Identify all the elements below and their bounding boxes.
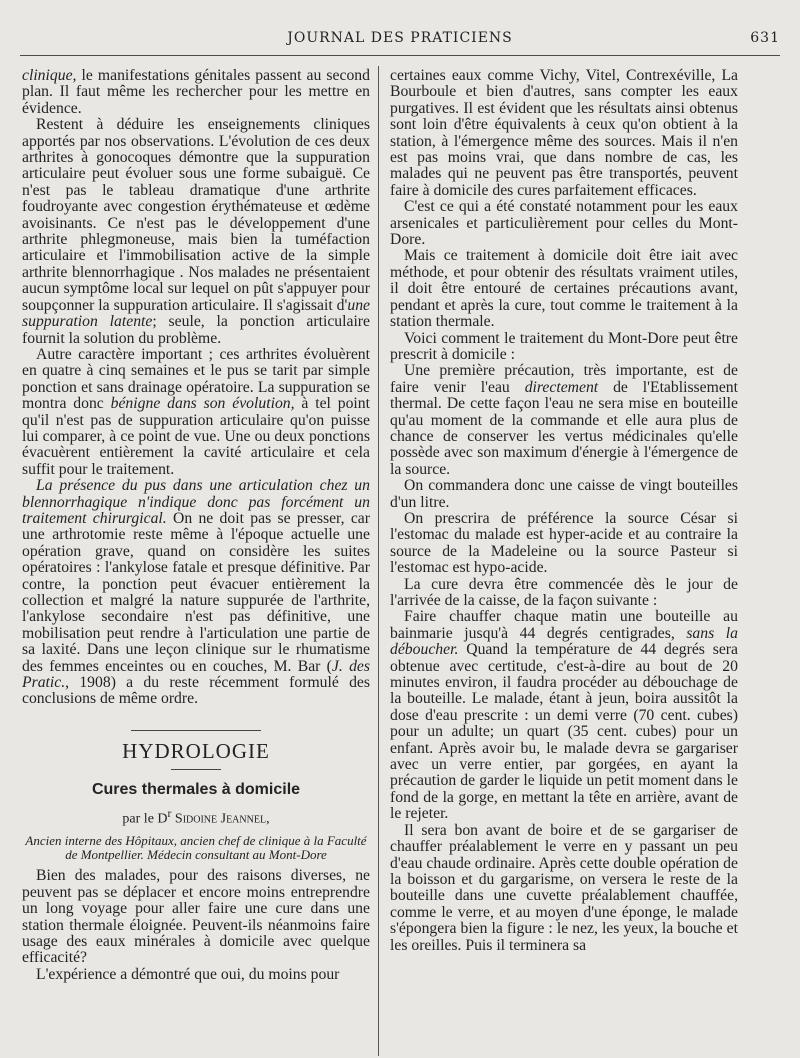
right-column [390,68,738,954]
paragraph-gargle: Il sera bon avant de boire et de se gargariser de chauffer préalablement le verre en y passant un peu d'eau chaude ordinaire. Après cette double opération de la boisson et du gargarisme, on versera le reste de la bouteille dans une cuvette préalablement chauffée, comme le verre, et au moyen d'une éponge, le malade s'épongera bien la figure : le nez, les yeux, la bouche et les oreilles. Puis il terminera sa [390,821,738,954]
paragraph-order: On commandera donc une caisse de vingt bouteilles d'un litre. [390,477,738,511]
emphasis: sans la déboucher. [390,624,738,659]
article-title: Cures thermales à domicile [91,780,301,798]
paragraph-text: le manifestations génitales passent au second plan. Il faut même les rechercher pour les mettre en évidence. [22,67,370,117]
author-name: Sidoine Jeannel, [171,811,270,827]
paragraph-conclusion [22,478,370,708]
paragraph-first-precaution [390,363,738,478]
running-header [20,30,780,52]
left-column [22,68,370,983]
paragraph-method: Mais ce traitement à domicile doit être iait avec méthode, et pour obtenir des résultats vraiment utiles, il doit être entouré de certaines précautions avant, pendant et après la cure, tout comme le traitement à la station thermale. [390,247,738,331]
paragraph-text: Autre caractère important ; ces arthrites évoluèrent en quatre à cinq semaines et le pus se tarit par simple ponction et sans drainage opératoire. La suppuration se montra donc [22,345,370,413]
paragraph-text: Quand la température de 44 degrés sera obtenue avec certitude, c'est-à-dire au bout de 20 minutes environ, il faudra procéder au débouchage de la bouteille. Le malade, étant à jeun, boira aussitôt la dose d'eau prescrite : un demi verre (70 cent. cubes) pour un adulte; un quart (35 cent. cubes) pour un enfant. Après avoir bu, le malade devra se gargariser avec un verre entier, par gorgées, en ayant la précaution de garder le liquide un petit moment dans le fond de la gorge, en mettant la tête en arrière, avant de le rejeter. [390,641,738,823]
paragraph-text: Faire chauffer chaque matin une bouteille au bainmarie jusqu'à 44 degrés centigrades, [390,608,738,642]
article-byline [22,806,370,828]
section-title: HYDROLOGIE [122,738,270,763]
paragraph-text: à tel point qu'il n'est pas de suppuration articulaire qu'on puisse lui comparer, à ce point de vue. Une ou deux ponctions évacuèrent entièrement la cavité articulaire et cela suffit pour le traitement. [22,395,370,478]
paragraph-sources: On prescrira de préférence la source César si l'estomac du malade est hyper-acide et au contraire la source de la Madeleine ou la source Pasteur si l'estomac est hypo-acide. [390,509,738,577]
paragraph-text: ; seule, la ponction articulaire fournit la solution du problème. [22,313,370,347]
paragraph-text: de l'Etablissement thermal. De cette façon l'eau ne sera mise en bouteille qu'au moment de la commande et elle aura plus de chance de conserver les vertus médicinales qu'elle possède avec son maximum d'énergie à l'émergence de la source. [390,378,738,478]
paragraph-text: Restent à déduire les enseignements cliniques apportés par nos observations. L'évolution de ces deux arthrites à gonocoques démontre que la suppuration articulaire peut évoluer sous une forme subaiguë. Ce n'est pas le tableau dramatique d'une arthrite foudroyante avec congestion érythémateuse et œdème avoisinants. Ce n'est pas le développement d'une arthrite phlegmoneuse, mais bien la tuméfaction articulaire et l'immobilisation active de la simple arthrite blennorrhagique . Nos malades ne présentaient aucun symptôme local sur lequel on pût s'appuyer pour soupçonner la suppuration articulaire. Il s'agissait d' [22,116,370,314]
paragraph-heating [390,609,738,822]
paragraph-text: , 1908) a du reste récemment formulé des conclusions de même ordre. [22,674,370,708]
paragraph-evolution [22,347,370,478]
emphasis: bénigne dans son évolution, [110,395,295,413]
paragraph-start: La cure devra être commencée dès le jour de l'arrivée de la caisse, de la façon suivante : [390,575,738,609]
paragraph-intro: Bien des malades, pour des raisons diverses, ne peuvent pas se déplacer et encore moins entreprendre un long voyage pour aller faire une cure dans une station thermale éloignée. Peuvent-ils néanmoins faire usage des eaux minérales à domicile avec quelque efficacité? [22,867,370,967]
emphasis: La présence du pus dans une articulation chez un blennorrhagique n'indique donc pas forcément un traitement chirurgical. [22,477,370,527]
section-heading [22,730,370,770]
header-rule [20,55,780,56]
citation: J. des Pratic. [22,657,371,692]
paragraph-experience: L'expérience a démontré que oui, du moins pour [36,965,340,983]
paragraph-prescription: Voici comment le traitement du Mont-Dore peut être prescrit à domicile : [390,329,738,363]
paragraph-continuation: certaines eaux comme Vichy, Vitel, Contrexéville, La Bourboule et bien d'autres, sans compter les eaux purgatives. Il est évident que les résultats ainsi obtenus sont loin d'être équivalents à ceux qu'on obtient à la station, à l'émergence même des sources. Mais il n'en est pas moins vrai, que dans nombre de cas, les malades qui ne peuvent pas être transportés, peuvent faire à domicile des cures parfaitement efficaces. [390,67,738,199]
paragraph-arsenical: C'est ce qui a été constaté notamment pour les eaux arsenicales et particulièrement pour celles du Mont-Dore. [390,198,738,249]
journal-title: JOURNAL DES PRATICIENS [287,30,513,46]
paragraph-text: On ne doit pas se presser, car une arthrotomie reste même à l'époque actuelle une opération grave, quand on considère les suites opératoires : l'ankylose fatale et presque définitive. Par contre, la ponction peut évacuer entièrement la collection et malgré la nature suppurée de l'arthrite, l'ankylose secondaire n'est pas définitive, une mobilisation peut rendre à l'articulation une partie de sa laxité. Dans une leçon clinique sur le rhumatisme des femmes enceintes ou en couches, M. Bar ( [22,509,370,675]
column-divider [378,66,379,1056]
section-rule [131,730,261,731]
byline-prefix: par le D [122,811,168,827]
author-affiliation: Ancien interne des Hôpitaux, ancien chef de clinique à la Faculté de Montpellier. Médecin consultant au Mont-Dore [25,833,367,863]
paragraph-continuation [22,68,370,117]
section-rule [171,769,221,770]
page-number: 631 [750,30,780,46]
paragraph-clinical-lessons [22,117,370,347]
byline-sup: r [167,807,172,821]
emphasis: clinique, [22,67,77,84]
paragraph-text: Une première précaution, très importante, est de faire venir l'eau [390,362,738,396]
emphasis: une suppuration latente [22,296,370,331]
emphasis: directement [524,378,599,396]
